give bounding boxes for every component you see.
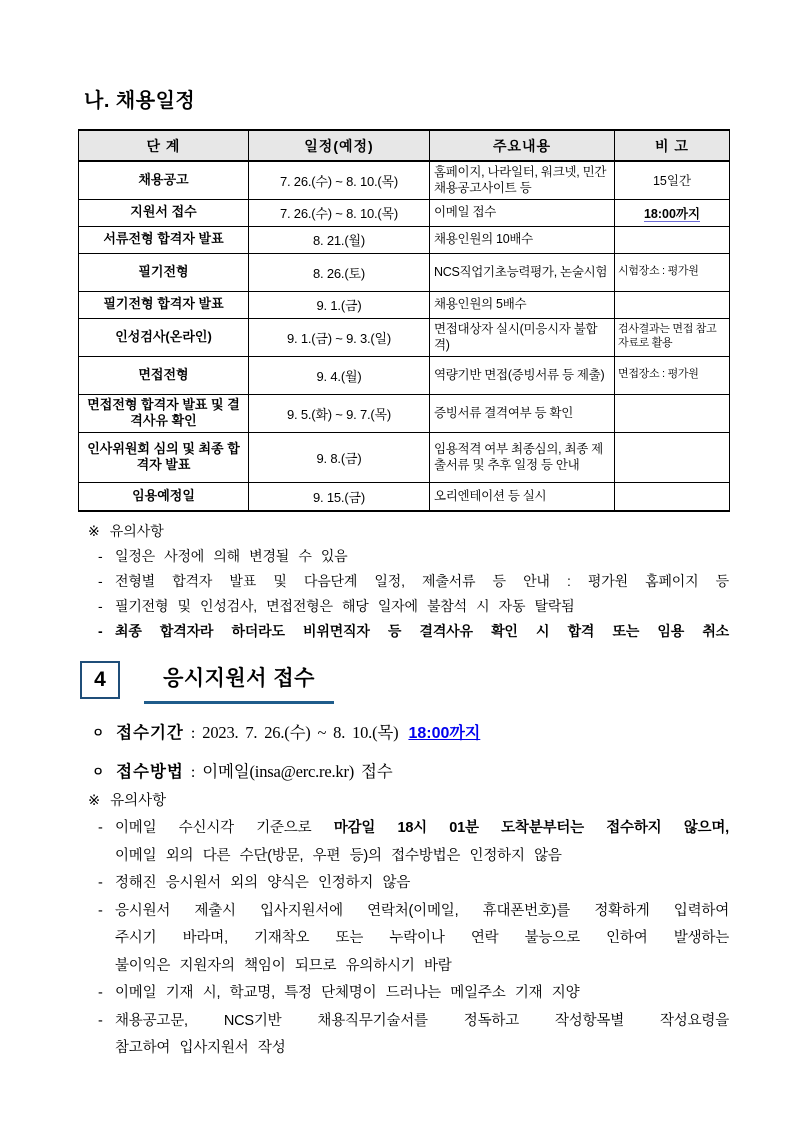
- method-label: 접수방법: [116, 763, 184, 781]
- dash-icon: -: [98, 1012, 103, 1029]
- dash-icon: -: [98, 985, 103, 1001]
- table-row: [79, 226, 730, 253]
- schedule-cell: 9. 5.(화) ~ 9. 7.(목): [249, 394, 430, 432]
- notes-title: 유의사항: [110, 793, 167, 809]
- header-note: 비 고: [615, 130, 730, 161]
- deadline-warning-bold: 마감일 18시 01분 도착분부터는 접수하지 않으며,: [333, 820, 729, 836]
- note-item: - 정해진 응시원서 외의 양식은 인정하지 않음: [78, 870, 729, 898]
- circle-bullet-icon: ㅇ: [92, 765, 105, 779]
- schedule-cell: 7. 26.(수) ~ 8. 10.(목): [249, 199, 430, 226]
- note-line: 이메일 외의 다른 수단(방문, 우편 등)의 접수방법은 인정하지 않음: [115, 847, 562, 864]
- section-b-title: 나. 채용일정: [84, 90, 196, 112]
- dash-icon: -: [98, 820, 103, 836]
- deadline-link[interactable]: 18:00까지: [408, 725, 481, 742]
- note-line: 불이익은 지원자의 책임이 되므로 유의하시기 바람: [115, 957, 452, 974]
- table-header-row: [79, 130, 730, 161]
- stage-cell: 인성검사(온라인): [79, 318, 249, 356]
- note-item: - 필기전형 및 인성검사, 면접전형은 해당 일자에 불참석 시 자동 탈락됨: [78, 594, 729, 619]
- note-cell: 시험장소 : 평가원: [615, 253, 730, 291]
- content-cell: 임용적격 여부 최종심의, 최종 제출서류 및 추후 일정 등 안내: [430, 432, 615, 482]
- reference-mark-icon: ※: [88, 523, 100, 539]
- content-cell: 홈페이지, 나라일터, 워크넷, 민간 채용공고사이트 등: [430, 161, 615, 199]
- note-cell: 검사결과는 면접 참고자료로 활용: [615, 318, 730, 356]
- colon-separator: :: [190, 725, 196, 742]
- stage-cell: 서류전형 합격자 발표: [79, 226, 249, 253]
- note-item: - 전형별 합격자 발표 및 다음단계 일정, 제출서류 등 안내 : 평가원 홈페이지 등: [78, 569, 729, 594]
- table-row: [79, 356, 730, 394]
- stage-cell: 필기전형: [79, 253, 249, 291]
- schedule-cell: 8. 21.(월): [249, 226, 430, 253]
- stage-cell: 채용공고: [79, 161, 249, 199]
- table-row: [79, 199, 730, 226]
- content-cell: 채용인원의 10배수: [430, 226, 615, 253]
- note-cell: [615, 394, 730, 432]
- note-cell: [615, 482, 730, 511]
- table-row: [79, 318, 730, 356]
- header-schedule: 일정(예정): [249, 130, 430, 161]
- period-value: 2023. 7. 26.(수) ~ 8. 10.(목): [202, 723, 399, 742]
- content-cell: 면접대상자 실시(미응시자 불합격): [430, 318, 615, 356]
- note-line: 주시기 바라며, 기재착오 또는 누락이나 연락 불능으로 인하여 발생하는: [115, 930, 729, 946]
- note-item: - 이메일 기재 시, 학교명, 특정 단체명이 드러나는 메일주소 기재 지양: [78, 980, 729, 1008]
- header-content: 주요내용: [430, 130, 615, 161]
- schedule-cell: 9. 8.(금): [249, 432, 430, 482]
- table-row: [79, 161, 730, 199]
- stage-cell: 필기전형 합격자 발표: [79, 291, 249, 318]
- note-cell: [615, 291, 730, 318]
- note-cell-deadline: [615, 199, 730, 226]
- stage-cell: 인사위원회 심의 및 최종 합격자 발표: [79, 432, 249, 482]
- schedule-cell: 7. 26.(수) ~ 8. 10.(목): [249, 161, 430, 199]
- dash-icon: -: [98, 573, 103, 589]
- colon-separator: :: [190, 764, 196, 781]
- table-row: [79, 394, 730, 432]
- dash-icon: -: [98, 902, 103, 919]
- note-cell: 면접장소 : 평가원: [615, 356, 730, 394]
- note-cell: [615, 432, 730, 482]
- dash-icon: -: [98, 598, 103, 614]
- dash-icon: -: [98, 623, 103, 639]
- content-cell: 증빙서류 결격여부 등 확인: [430, 394, 615, 432]
- period-label: 접수기간: [116, 724, 184, 742]
- method-value: 이메일(insa@erc.re.kr) 접수: [202, 762, 393, 781]
- table-notes: [78, 519, 729, 644]
- table-row: [79, 253, 730, 291]
- schedule-cell: 9. 1.(금): [249, 291, 430, 318]
- reference-mark-icon: ※: [88, 793, 101, 809]
- table-row: [79, 482, 730, 511]
- note-line: 이메일 수신시각 기준으로 마감일 18시 01분 도착분부터는 접수하지 않으며,: [115, 820, 729, 836]
- reception-period-line: [78, 719, 729, 743]
- section4-title: 응시지원서 접수: [144, 661, 334, 704]
- note-item: [78, 815, 729, 870]
- stage-cell: 면접전형: [79, 356, 249, 394]
- page-content: [78, 84, 729, 1063]
- note-line: 참고하여 입사지원서 작성: [115, 1040, 286, 1056]
- stage-cell: 면접전형 합격자 발표 및 결격사유 확인: [79, 394, 249, 432]
- schedule-cell: 9. 4.(월): [249, 356, 430, 394]
- stage-cell: 지원서 접수: [79, 199, 249, 226]
- content-cell: 채용인원의 5배수: [430, 291, 615, 318]
- note-item: [78, 898, 729, 981]
- dash-icon: -: [98, 548, 103, 564]
- note-item-important: - 최종 합격자라 하더라도 비위면직자 등 결격사유 확인 시 합격 또는 임용 취소: [78, 619, 729, 644]
- dash-icon: -: [98, 875, 103, 891]
- note-line: 응시원서 제출시 입사지원서에 연락처(이메일, 휴대폰번호)를 정확하게 입력하여: [115, 902, 729, 919]
- reception-method-line: [78, 758, 729, 782]
- content-cell: 이메일 접수: [430, 199, 615, 226]
- stage-cell: 임용예정일: [79, 482, 249, 511]
- schedule-cell: 9. 15.(금): [249, 482, 430, 511]
- note-item: - 일정은 사정에 의해 변경될 수 있음: [78, 544, 729, 569]
- notes-heading: [78, 788, 729, 815]
- deadline-text: 18:00까지: [643, 206, 701, 221]
- section4-heading: [78, 661, 729, 704]
- content-cell: 역량기반 면접(증빙서류 등 제출): [430, 356, 615, 394]
- note-cell: [615, 226, 730, 253]
- header-stage: 단 계: [79, 130, 249, 161]
- content-cell: NCS직업기초능력평가, 논술시험: [430, 253, 615, 291]
- schedule-cell: 8. 26.(토): [249, 253, 430, 291]
- section-number-box: 4: [80, 661, 120, 699]
- recruitment-schedule-table: [78, 129, 730, 512]
- note-item: [78, 1008, 729, 1063]
- note-line: 채용공고문, NCS기반 채용직무기술서를 정독하고 작성항목별 작성요령을: [115, 1012, 729, 1029]
- table-row: [79, 291, 730, 318]
- schedule-cell: 9. 1.(금) ~ 9. 3.(일): [249, 318, 430, 356]
- section4-notes: [78, 788, 729, 1063]
- note-cell: 15일간: [615, 161, 730, 199]
- content-cell: 오리엔테이션 등 실시: [430, 482, 615, 511]
- notes-title: 유의사항: [109, 523, 164, 539]
- table-row: [79, 432, 730, 482]
- notes-heading: [78, 519, 729, 544]
- circle-bullet-icon: ㅇ: [92, 726, 105, 740]
